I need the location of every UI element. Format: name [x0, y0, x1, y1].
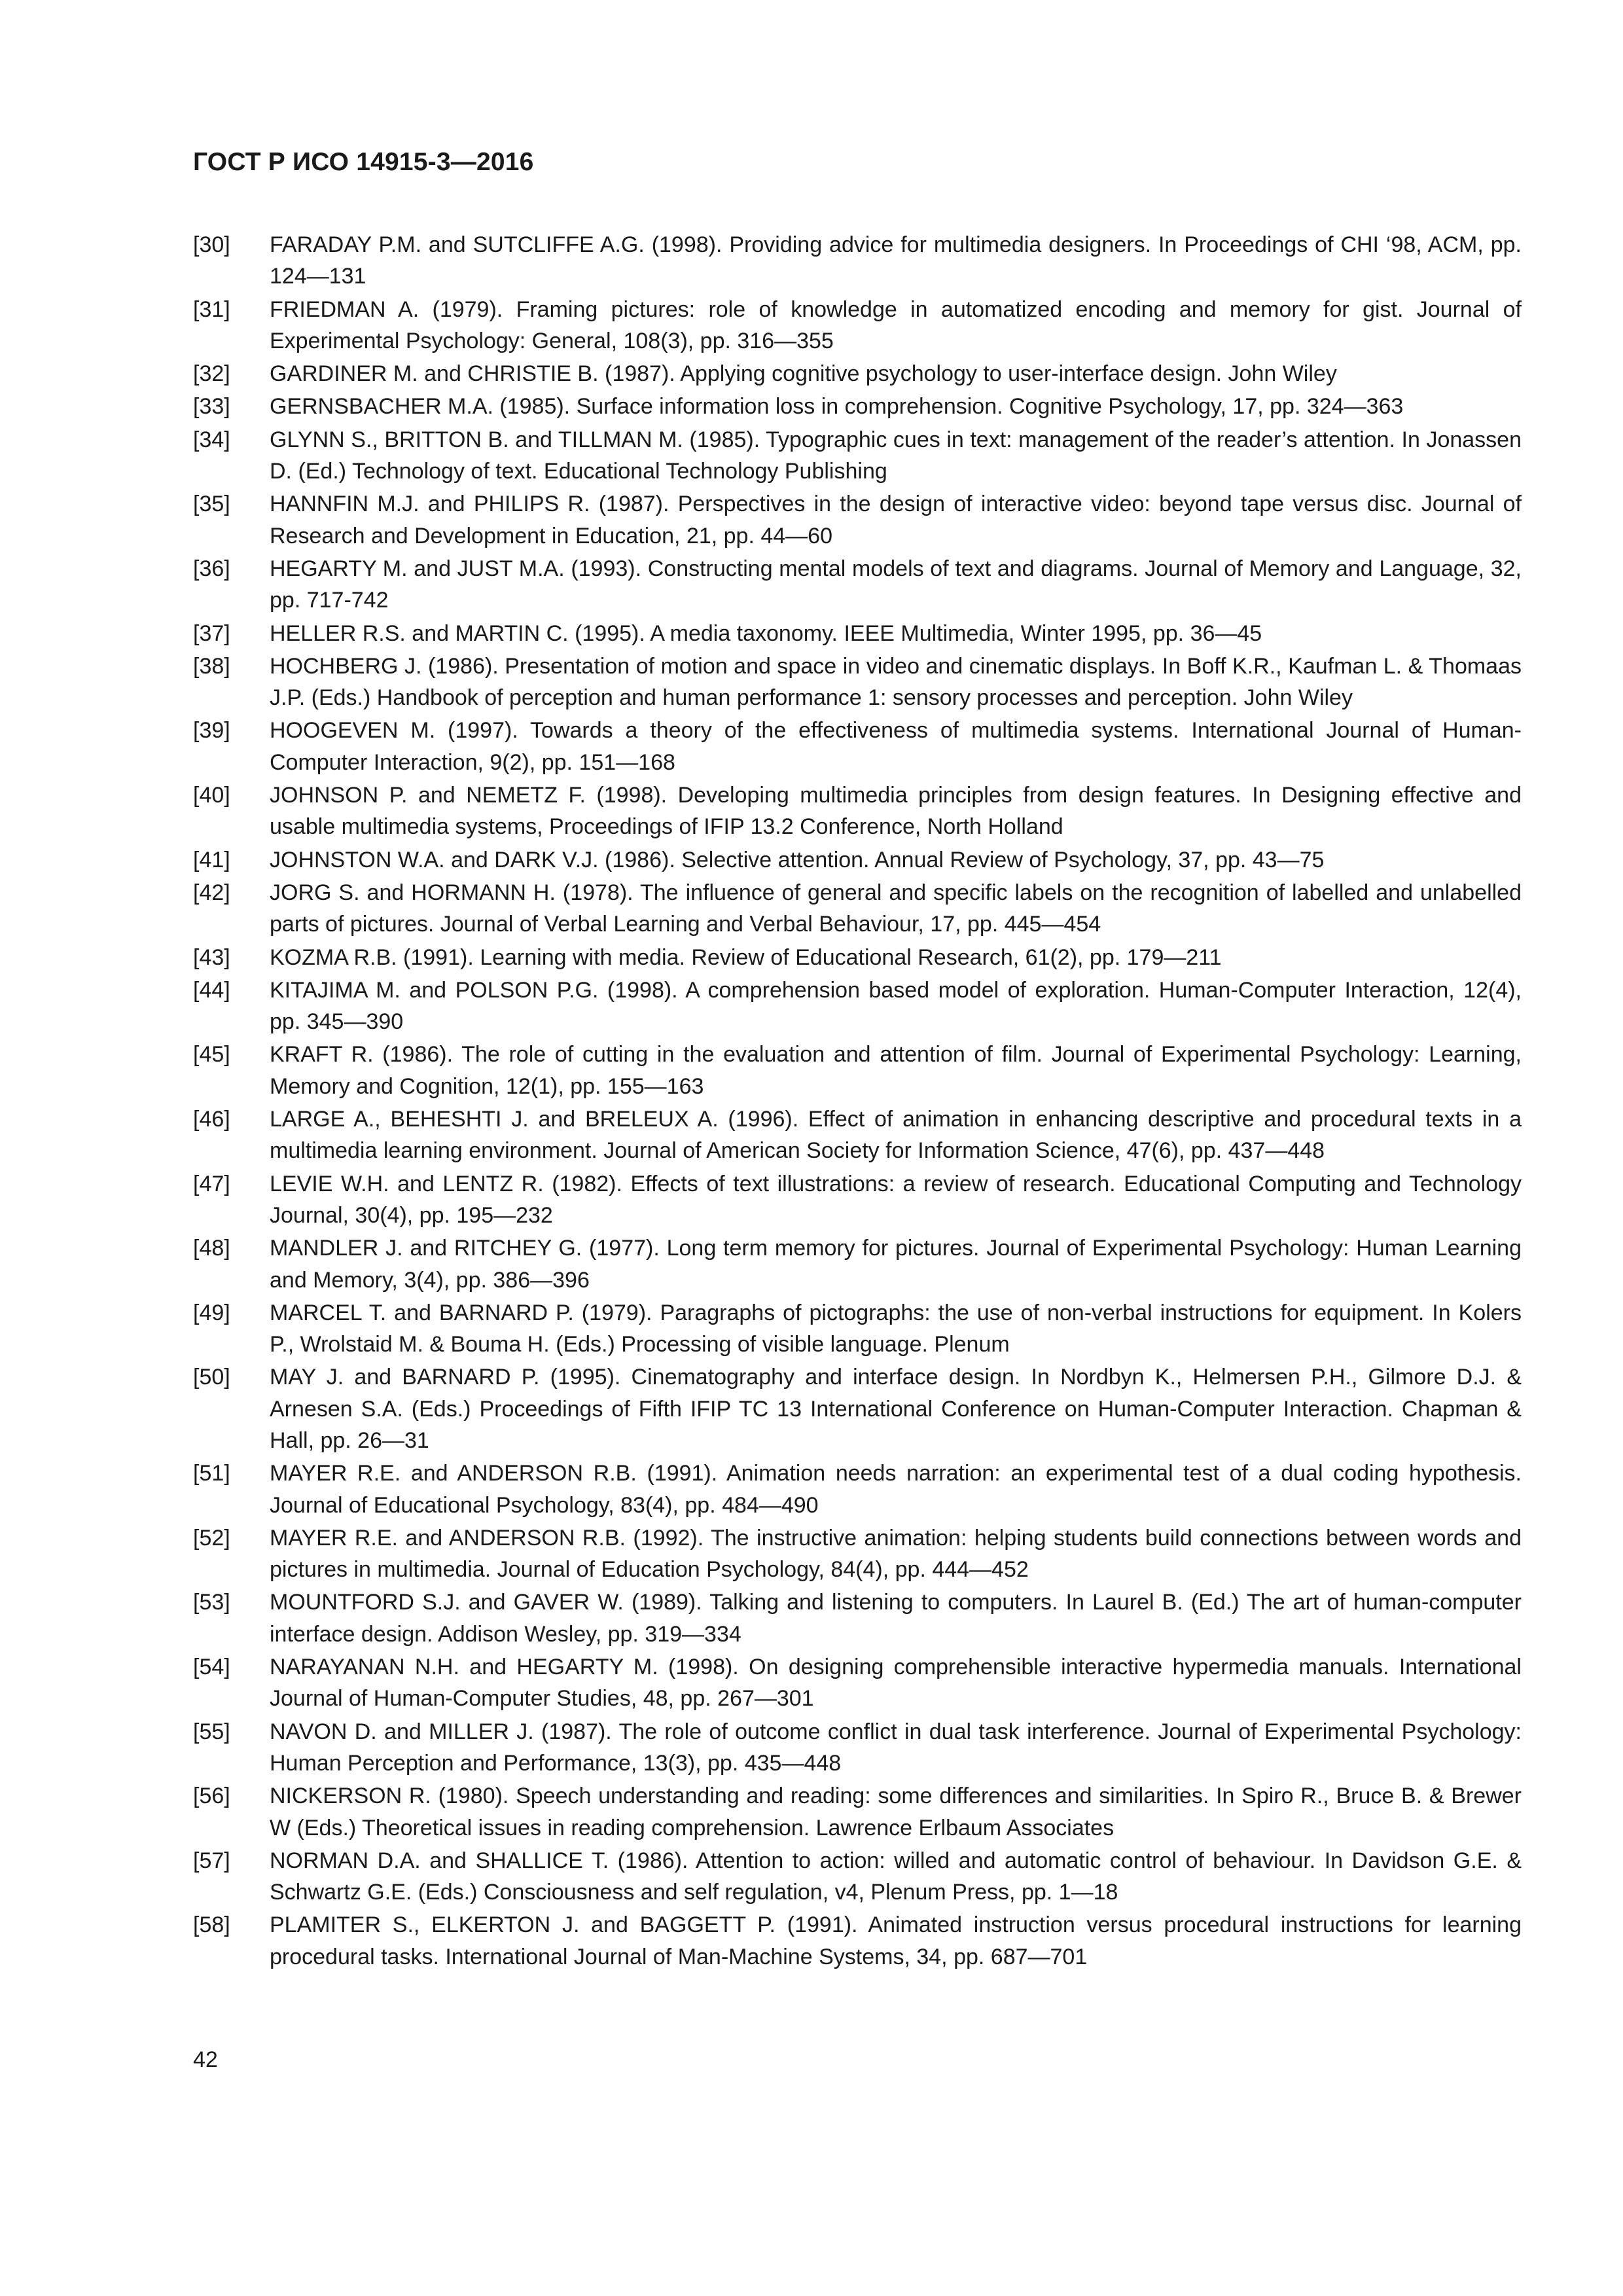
reference-item — [193, 553, 1522, 617]
reference-text: MARCEL T. and BARNARD P. (1979). Paragraphs of pictographs: the use of non-verbal instructions for equipment. In Kolers P., Wrolstaid M. & Bouma H. (Eds.) Processing of visible language. Plenum — [270, 1300, 1522, 1357]
reference-text: JORG S. and HORMANN H. (1978). The influence of general and specific labels on the recognition of labelled and unlabelled parts of pictures. Journal of Verbal Learning and Verbal Behaviour, 17, pp. 445—454 — [270, 880, 1522, 937]
reference-item — [193, 1522, 1522, 1586]
reference-text: GERNSBACHER M.A. (1985). Surface information loss in comprehension. Cognitive Psychology, 17, pp. 324—363 — [270, 394, 1404, 420]
reference-item — [193, 294, 1522, 357]
reference-number: [55] — [193, 1719, 230, 1744]
reference-number: [56] — [193, 1784, 230, 1809]
reference-number: [39] — [193, 718, 230, 744]
reference-item — [193, 780, 1522, 843]
reference-number: [36] — [193, 556, 230, 581]
reference-item — [193, 1361, 1522, 1456]
reference-text: LARGE A., BEHESHTI J. and BRELEUX A. (1996). Effect of animation in enhancing descriptive and procedural texts in a multimedia learning environment. Journal of American Society for Information Science, 47(6), pp. 437—448 — [270, 1107, 1522, 1164]
reference-number: [37] — [193, 620, 230, 646]
reference-number: [33] — [193, 394, 230, 420]
reference-text: FRIEDMAN A. (1979). Framing pictures: role of knowledge in automatized encoding and memory for gist. Journal of Experimental Psychology: General, 108(3), pp. 316—355 — [270, 296, 1522, 353]
reference-number: [54] — [193, 1655, 230, 1680]
reference-item — [193, 1845, 1522, 1909]
reference-text: HOCHBERG J. (1986). Presentation of motion and space in video and cinematic displays. In Boff K.R., Kaufman L. & Thomaas J.P. (Eds.) Handbook of perception and human performance 1: sensory processes and perception. John Wiley — [270, 653, 1522, 711]
reference-text: MANDLER J. and RITCHEY G. (1977). Long term memory for pictures. Journal of Experimental Psychology: Human Learning and Memory, 3(4), pp. 386—396 — [270, 1236, 1522, 1293]
reference-item — [193, 1587, 1522, 1650]
reference-number: [30] — [193, 232, 230, 257]
reference-text: HOOGEVEN M. (1997). Towards a theory of the effectiveness of multimedia systems. International Journal of Human-Computer Interaction, 9(2), pp. 151—168 — [270, 718, 1522, 775]
reference-text: HEGARTY M. and JUST M.A. (1993). Constructing mental models of text and diagrams. Journal of Memory and Language, 32, pp. 717-742 — [270, 556, 1522, 613]
reference-text: MOUNTFORD S.J. and GAVER W. (1989). Talking and listening to computers. In Laurel B. (Ed.) The art of human-computer interface design. Addison Wesley, pp. 319—334 — [270, 1590, 1522, 1647]
reference-number: [44] — [193, 977, 230, 1003]
reference-item — [193, 651, 1522, 714]
reference-number: [52] — [193, 1525, 230, 1551]
reference-number: [49] — [193, 1300, 230, 1325]
reference-number: [46] — [193, 1107, 230, 1132]
reference-item — [193, 1716, 1522, 1780]
reference-number: [35] — [193, 492, 230, 517]
reference-item — [193, 942, 1522, 973]
reference-item — [193, 1168, 1522, 1232]
reference-number: [43] — [193, 944, 230, 970]
reference-number: [41] — [193, 847, 230, 872]
reference-number: [32] — [193, 361, 230, 387]
reference-number: [47] — [193, 1171, 230, 1196]
reference-item — [193, 1909, 1522, 1973]
reference-text: NORMAN D.A. and SHALLICE T. (1986). Attention to action: willed and automatic control of behaviour. In Davidson G.E. & Schwartz G.E. (Eds.) Consciousness and self regulation, v4, Plenum Press, pp. 1—18 — [270, 1848, 1522, 1905]
reference-number: [45] — [193, 1042, 230, 1067]
reference-text: JOHNSTON W.A. and DARK V.J. (1986). Selective attention. Annual Review of Psychology, 37, pp. 43—75 — [270, 847, 1325, 872]
reference-number: [48] — [193, 1236, 230, 1261]
reference-text: MAYER R.E. and ANDERSON R.B. (1992). The instructive animation: helping students build connections between words and pictures in multimedia. Journal of Education Psychology, 84(4), pp. 444—452 — [270, 1525, 1522, 1583]
reference-text: GARDINER M. and CHRISTIE B. (1987). Applying cognitive psychology to user-interface design. John Wiley — [270, 361, 1337, 387]
reference-item — [193, 391, 1522, 422]
reference-item — [193, 1232, 1522, 1296]
page-title: ГОСТ Р ИСО 14915-3—2016 — [193, 148, 534, 176]
reference-number: [53] — [193, 1590, 230, 1615]
reference-text: LEVIE W.H. and LENTZ R. (1982). Effects of text illustrations: a review of research. Educational Computing and Technology Journal, 30(4), pp. 195—232 — [270, 1171, 1522, 1228]
reference-number: [34] — [193, 427, 230, 452]
reference-item — [193, 844, 1522, 876]
reference-list — [193, 229, 1522, 1974]
reference-text: GLYNN S., BRITTON B. and TILLMAN M. (1985). Typographic cues in text: management of the reader’s attention. In Jonassen D. (Ed.) Technology of text. Educational Technology Publishing — [270, 427, 1522, 484]
reference-item — [193, 229, 1522, 293]
reference-text: KOZMA R.B. (1991). Learning with media. Review of Educational Research, 61(2), pp. 179—211 — [270, 944, 1222, 970]
reference-item — [193, 488, 1522, 552]
reference-item — [193, 1039, 1522, 1102]
reference-item — [193, 975, 1522, 1038]
reference-text: FARADAY P.M. and SUTCLIFFE A.G. (1998). Providing advice for multimedia designers. In Proceedings of CHI ‘98, ACM, pp. 124—131 — [270, 232, 1522, 289]
reference-text: NAVON D. and MILLER J. (1987). The role of outcome conflict in dual task interference. Journal of Experimental Psychology: Human Perception and Performance, 13(3), pp. 435—448 — [270, 1719, 1522, 1776]
reference-item — [193, 1780, 1522, 1844]
reference-text: MAY J. and BARNARD P. (1995). Cinematography and interface design. In Nordbyn K., Helmersen P.H., Gilmore D.J. & Arnesen S.A. (Eds.) Proceedings of Fifth IFIP TC 13 International Conference on Human-Computer Interaction. Chapman & Hall, pp. 26—31 — [270, 1365, 1522, 1453]
reference-text: HELLER R.S. and MARTIN C. (1995). A media taxonomy. IEEE Multimedia, Winter 1995, pp. 36—45 — [270, 620, 1262, 646]
reference-text: PLAMITER S., ELKERTON J. and BAGGETT P. (1991). Animated instruction versus procedural instructions for learning procedural tasks. International Journal of Man-Machine Systems, 34, pp. 687—701 — [270, 1912, 1522, 1969]
reference-item — [193, 424, 1522, 488]
reference-text: NICKERSON R. (1980). Speech understanding and reading: some differences and similarities. In Spiro R., Bruce B. & Brewer W (Eds.) Theoretical issues in reading comprehension. Lawrence Erlbaum Associates — [270, 1784, 1522, 1840]
reference-item — [193, 618, 1522, 649]
reference-number: [57] — [193, 1848, 230, 1873]
reference-item — [193, 877, 1522, 941]
reference-text: HANNFIN M.J. and PHILIPS R. (1987). Perspectives in the design of interactive video: beyond tape versus disc. Journal of Research and Development in Education, 21, pp. 44—60 — [270, 492, 1522, 548]
reference-text: MAYER R.E. and ANDERSON R.B. (1991). Animation needs narration: an experimental test of a dual coding hypothesis. Journal of Educational Psychology, 83(4), pp. 484—490 — [270, 1461, 1522, 1518]
reference-number: [42] — [193, 880, 230, 905]
reference-text: KITAJIMA M. and POLSON P.G. (1998). A comprehension based model of exploration. Human-Computer Interaction, 12(4), pp. 345—390 — [270, 977, 1522, 1035]
reference-text: NARAYANAN N.H. and HEGARTY M. (1998). On designing comprehensible interactive hypermedia manuals. International Journal of Human-Computer Studies, 48, pp. 267—301 — [270, 1655, 1522, 1712]
reference-text: KRAFT R. (1986). The role of cutting in the evaluation and attention of film. Journal of Experimental Psychology: Learning, Memory and Cognition, 12(1), pp. 155—163 — [270, 1042, 1522, 1099]
reference-number: [40] — [193, 783, 230, 808]
reference-number: [38] — [193, 653, 230, 679]
reference-item — [193, 1103, 1522, 1167]
page-number: 42 — [193, 2047, 218, 2072]
reference-number: [31] — [193, 296, 230, 322]
reference-number: [58] — [193, 1912, 230, 1938]
reference-item — [193, 358, 1522, 389]
reference-item — [193, 1458, 1522, 1521]
reference-text: JOHNSON P. and NEMETZ F. (1998). Developing multimedia principles from design features. In Designing effective and usable multimedia systems, Proceedings of IFIP 13.2 Conference, North Holland — [270, 783, 1522, 840]
reference-item — [193, 1297, 1522, 1361]
reference-item — [193, 715, 1522, 778]
reference-number: [50] — [193, 1365, 230, 1390]
reference-item — [193, 1651, 1522, 1715]
reference-number: [51] — [193, 1461, 230, 1486]
